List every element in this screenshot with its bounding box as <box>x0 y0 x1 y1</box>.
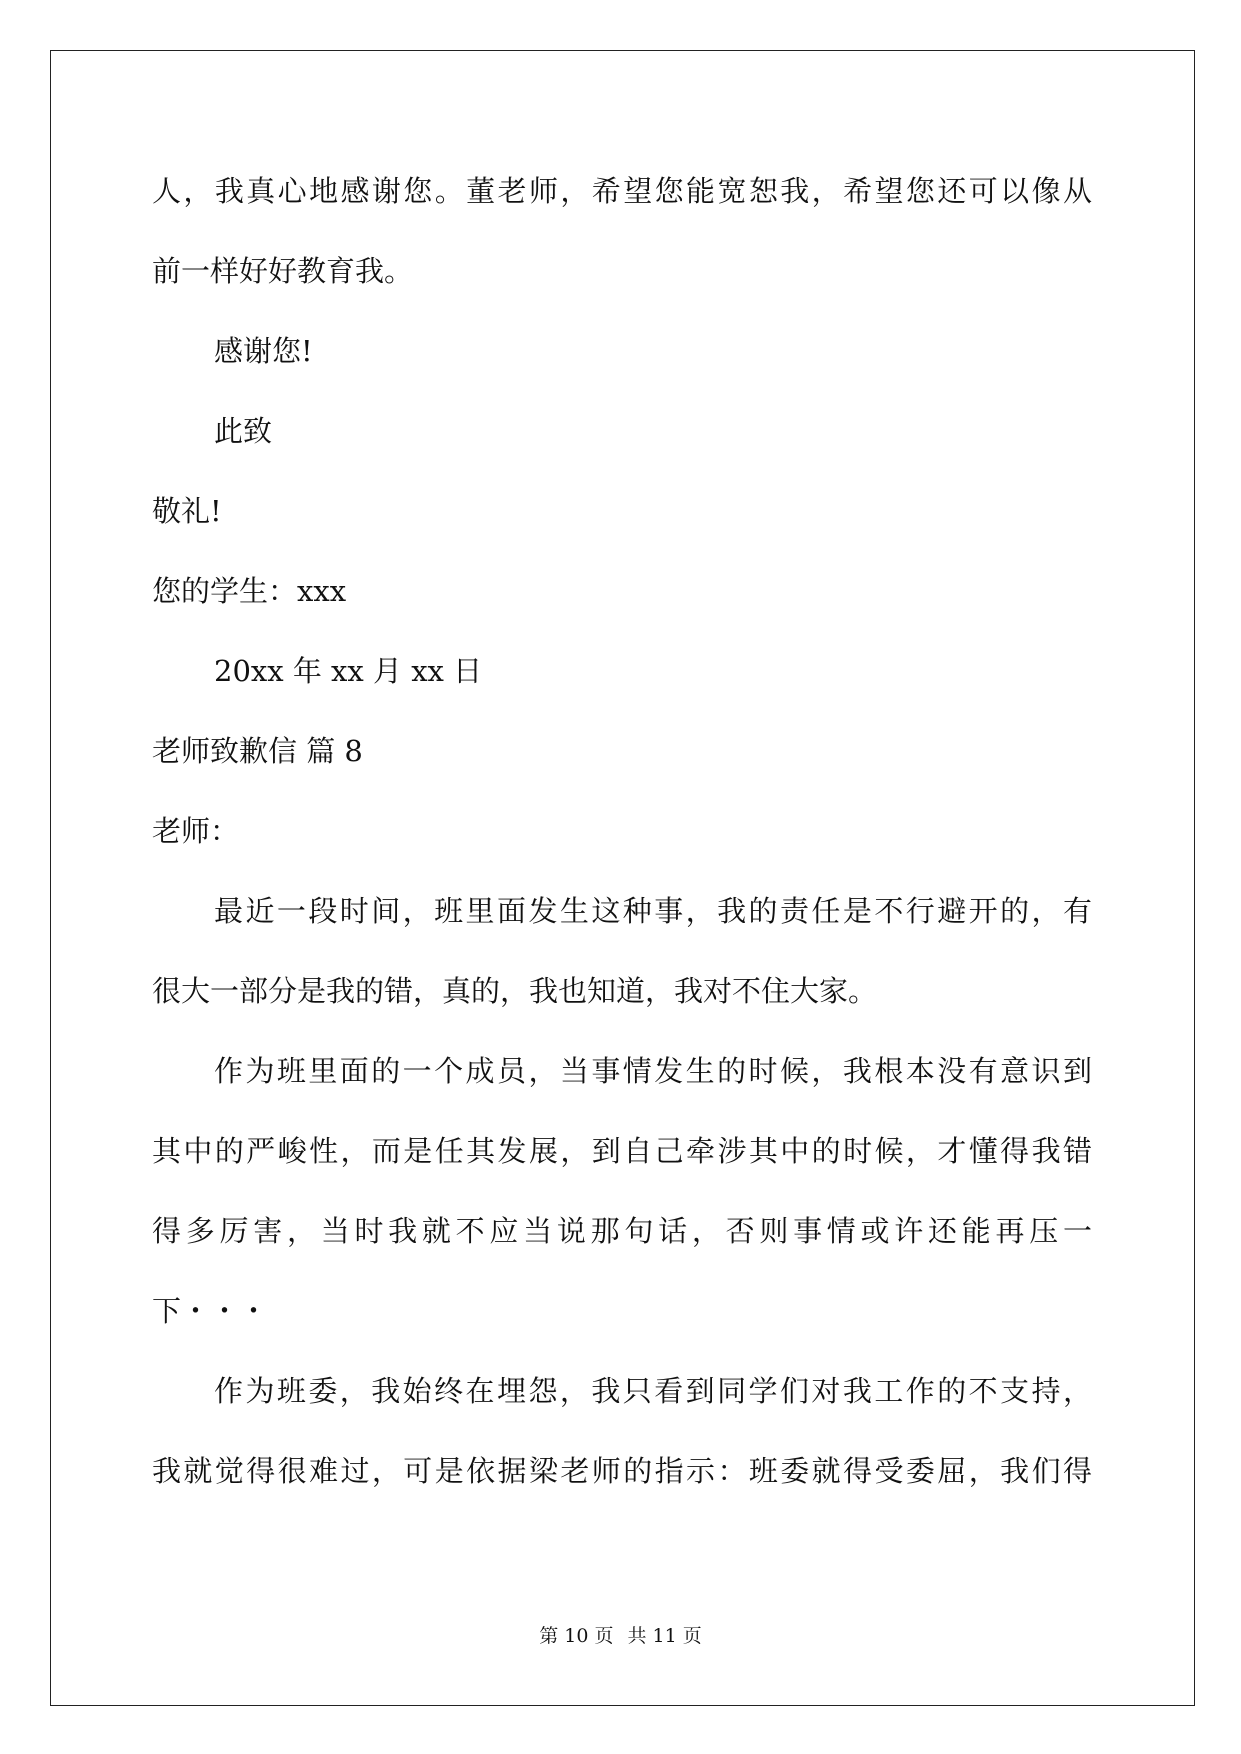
current-page-number: 第 10 页 <box>539 1625 614 1647</box>
section-title: 老师致歉信 篇 8 <box>152 734 363 768</box>
paragraph-line: 下・・・ <box>152 1294 269 1328</box>
paragraph-line: 最近一段时间，班里面发生这种事，我的责任是不行避开的，有 <box>214 894 1092 928</box>
paragraph-line: 很大一部分是我的错，真的，我也知道，我对不住大家。 <box>152 974 878 1008</box>
paragraph-line: 人，我真心地感谢您。董老师，希望您能宽恕我，希望您还可以像从 <box>152 174 1092 208</box>
closing-thanks: 感谢您! <box>214 334 313 368</box>
paragraph-line: 作为班委，我始终在埋怨，我只看到同学们对我工作的不支持， <box>214 1374 1092 1408</box>
paragraph-line: 作为班里面的一个成员，当事情发生的时候，我根本没有意识到 <box>214 1054 1092 1088</box>
signature: 您的学生：xxx <box>152 574 347 608</box>
date: 20xx 年 xx 月 xx 日 <box>214 654 483 688</box>
paragraph-line: 我就觉得很难过，可是依据梁老师的指示：班委就得受委屈，我们得 <box>152 1454 1092 1488</box>
closing-regards: 敬礼! <box>152 494 222 528</box>
paragraph-line: 得多厉害，当时我就不应当说那句话，否则事情或许还能再压一 <box>152 1214 1092 1248</box>
paragraph-line: 其中的严峻性，而是任其发展，到自己牵涉其中的时候，才懂得我错 <box>152 1134 1092 1168</box>
total-page-count: 共 11 页 <box>627 1625 702 1647</box>
paragraph-line: 前一样好好教育我。 <box>152 254 414 288</box>
closing-salutation: 此致 <box>214 414 273 448</box>
page-footer <box>0 1624 1241 1648</box>
letter-greeting: 老师： <box>152 814 240 848</box>
